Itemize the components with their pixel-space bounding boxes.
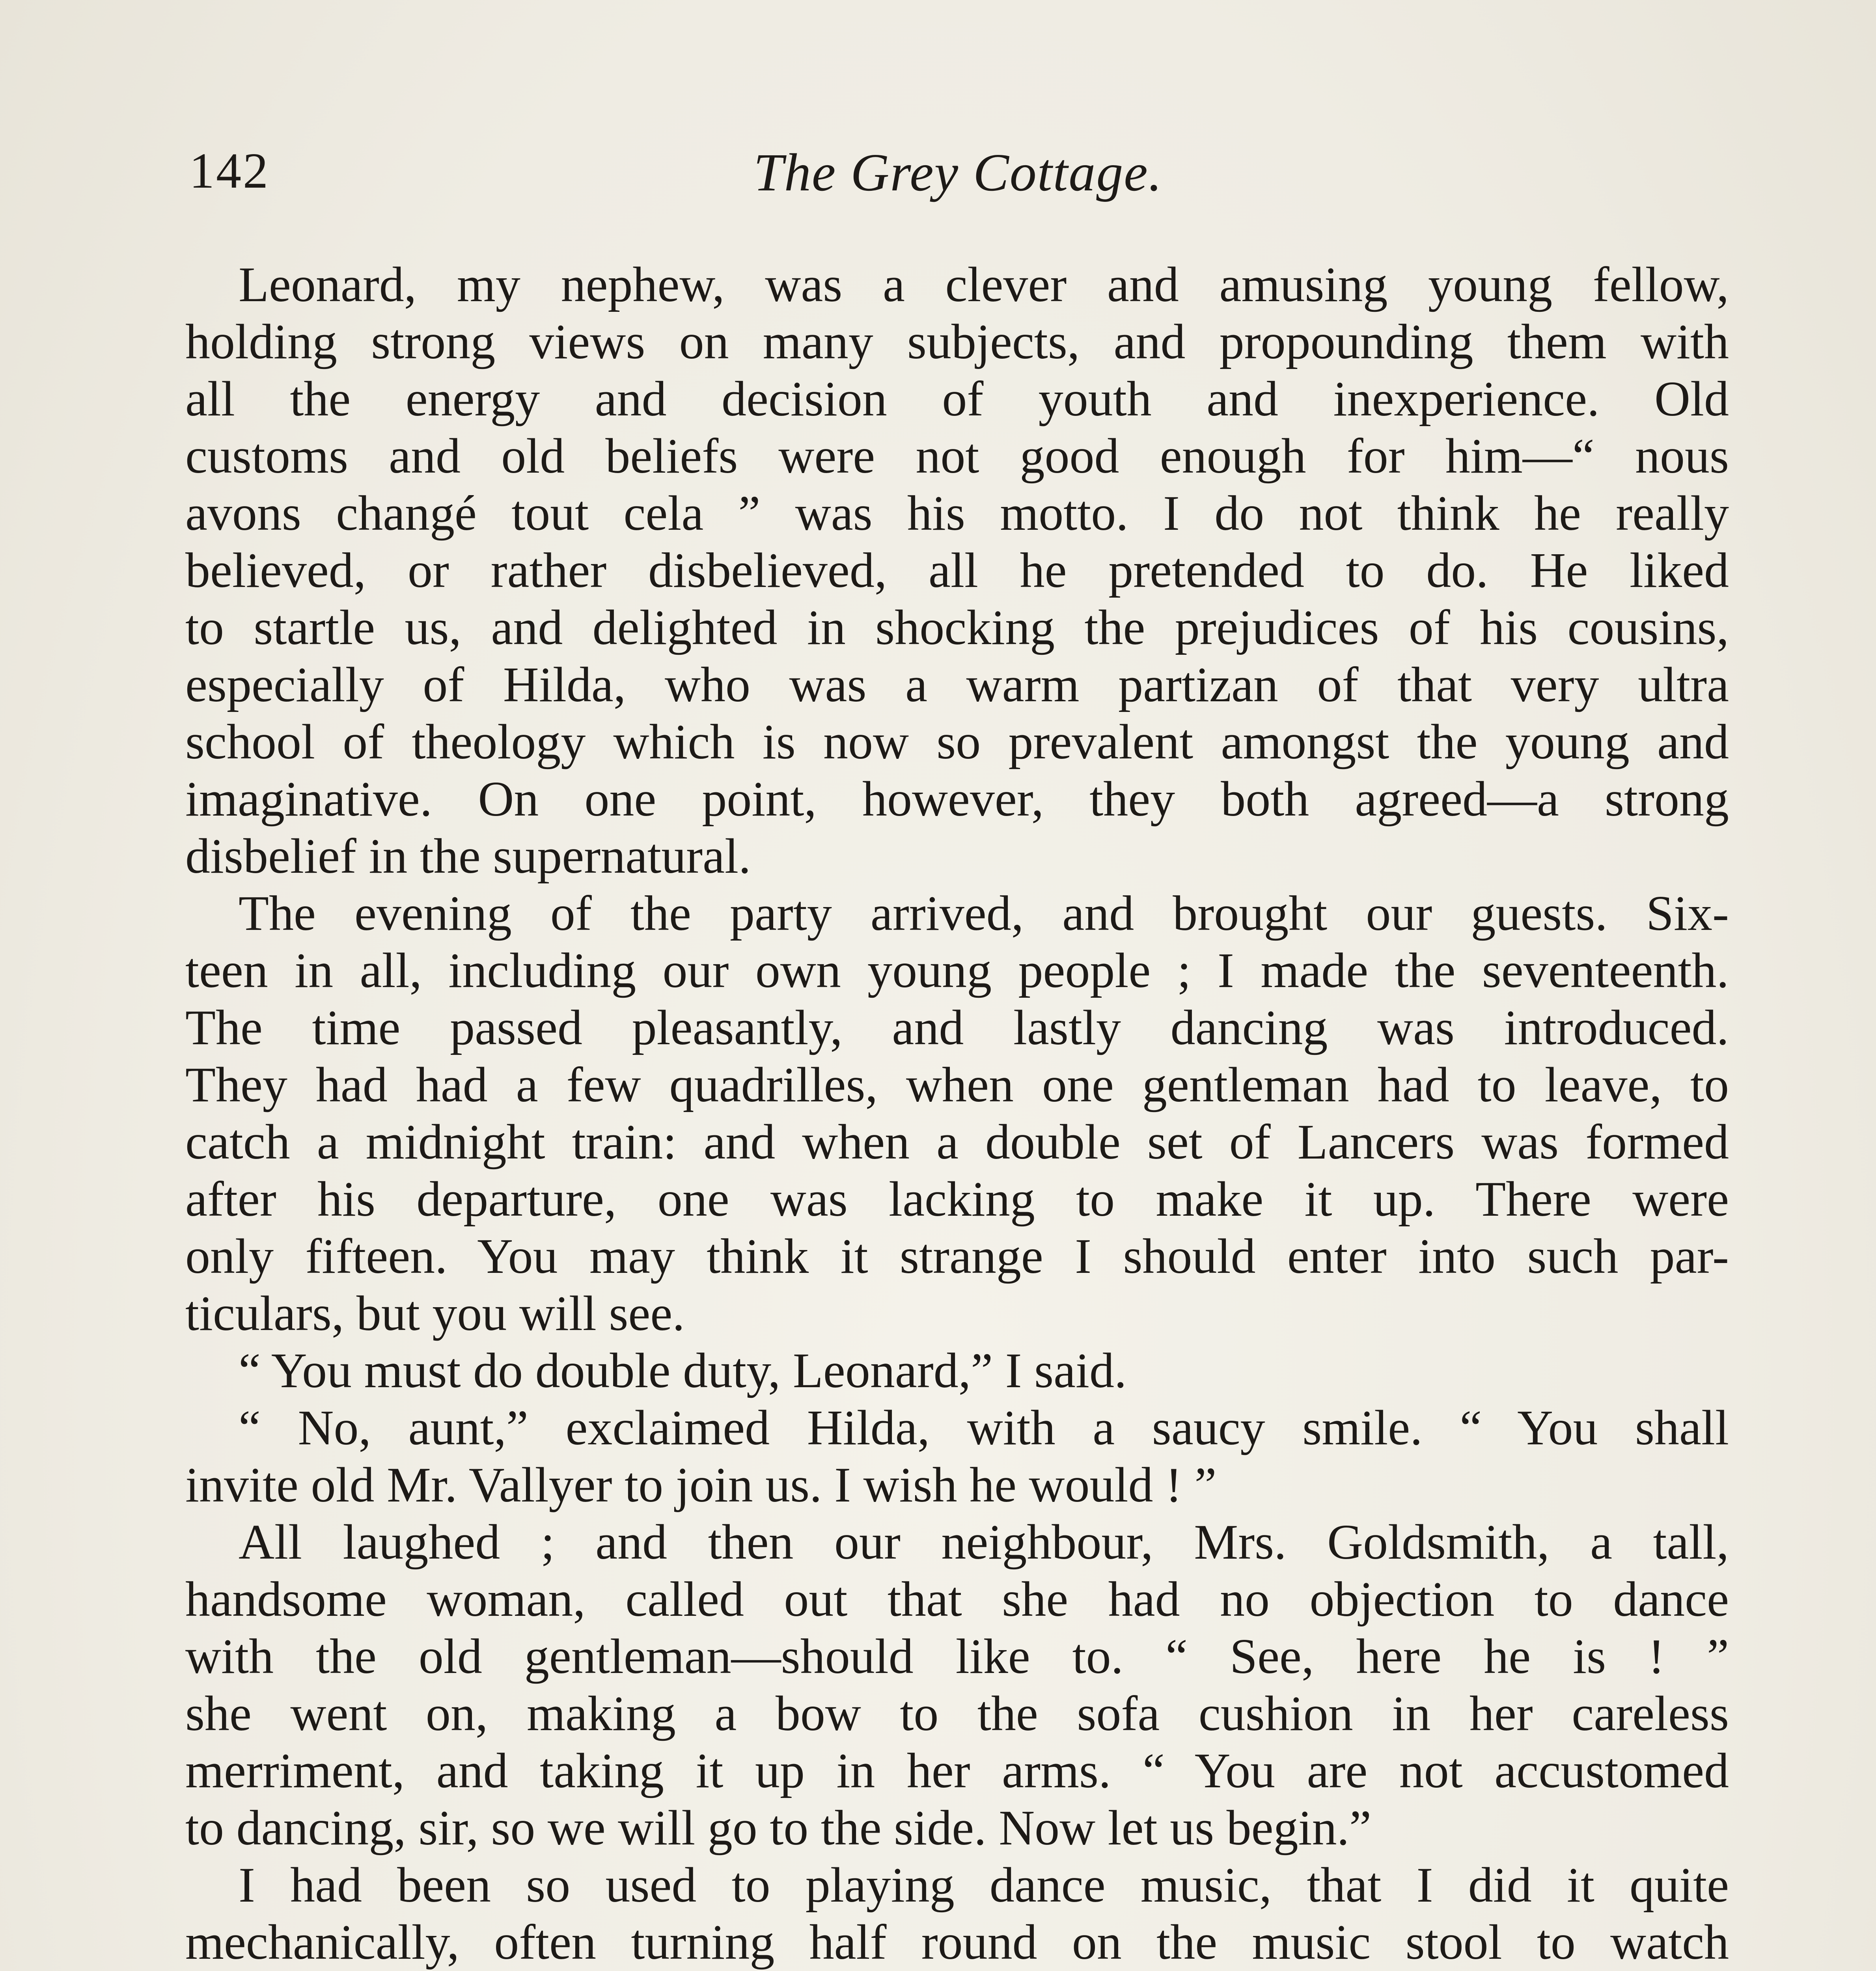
- text-line: merriment, and taking it up in her arms. “ You are not accustomed: [185, 1744, 1729, 1798]
- text-line: handsome woman, called out that she had no objection to dance: [185, 1572, 1729, 1627]
- text-line: I had been so used to playing dance music, that I did it quite: [239, 1858, 1729, 1913]
- text-line: All laughed ; and then our neighbour, Mrs. Goldsmith, a tall,: [239, 1515, 1729, 1570]
- page-header: [189, 142, 1727, 213]
- text-line: The time passed pleasantly, and lastly dancing was introduced.: [185, 1000, 1729, 1055]
- text-line: Leonard, my nephew, was a clever and amusing young fellow,: [239, 257, 1729, 312]
- text-line: believed, or rather disbelieved, all he pretended to do. He liked: [185, 543, 1729, 598]
- text-line: especially of Hilda, who was a warm partizan of that very ultra: [185, 658, 1729, 712]
- text-line: “ No, aunt,” exclaimed Hilda, with a saucy smile. “ You shall: [239, 1401, 1729, 1455]
- text-line: customs and old beliefs were not good enough for him—“ nous: [185, 429, 1729, 484]
- text-line: only fifteen. You may think it strange I should enter into such par-: [185, 1229, 1729, 1284]
- text-line: catch a midnight train: and when a double set of Lancers was formed: [185, 1115, 1729, 1170]
- text-line: The evening of the party arrived, and brought our guests. Six-: [239, 886, 1729, 941]
- text-line: “ You must do double duty, Leonard,” I said.: [239, 1343, 1127, 1398]
- page-number: 142: [189, 143, 270, 199]
- text-line: They had had a few quadrilles, when one gentleman had to leave, to: [185, 1058, 1729, 1112]
- text-line: disbelief in the supernatural.: [185, 829, 751, 884]
- text-line: school of theology which is now so prevalent amongst the young and: [185, 715, 1729, 769]
- text-line: to dancing, sir, so we will go to the side. Now let us begin.”: [185, 1801, 1372, 1855]
- text-line: invite old Mr. Vallyer to join us. I wish he would ! ”: [185, 1458, 1217, 1513]
- text-line: teen in all, including our own young people ; I made the seventeenth.: [185, 943, 1729, 998]
- text-line: mechanically, often turning half round on the music stool to watch: [185, 1915, 1729, 1970]
- text-line: imaginative. On one point, however, they both agreed—a strong: [185, 772, 1729, 827]
- text-line: avons changé tout cela ” was his motto. I do not think he really: [185, 486, 1729, 541]
- text-line: with the old gentleman—should like to. “ See, here he is ! ”: [185, 1629, 1729, 1684]
- text-line: ticulars, but you will see.: [185, 1286, 685, 1341]
- text-line: all the energy and decision of youth and inexperience. Old: [185, 372, 1729, 427]
- running-title: The Grey Cottage.: [753, 143, 1163, 202]
- text-line: she went on, making a bow to the sofa cushion in her careless: [185, 1686, 1729, 1741]
- text-line: after his departure, one was lacking to make it up. There were: [185, 1172, 1729, 1227]
- body-text: [185, 256, 1729, 1971]
- text-line: to startle us, and delighted in shocking the prejudices of his cousins,: [185, 600, 1729, 655]
- text-line: holding strong views on many subjects, and propounding them with: [185, 315, 1729, 369]
